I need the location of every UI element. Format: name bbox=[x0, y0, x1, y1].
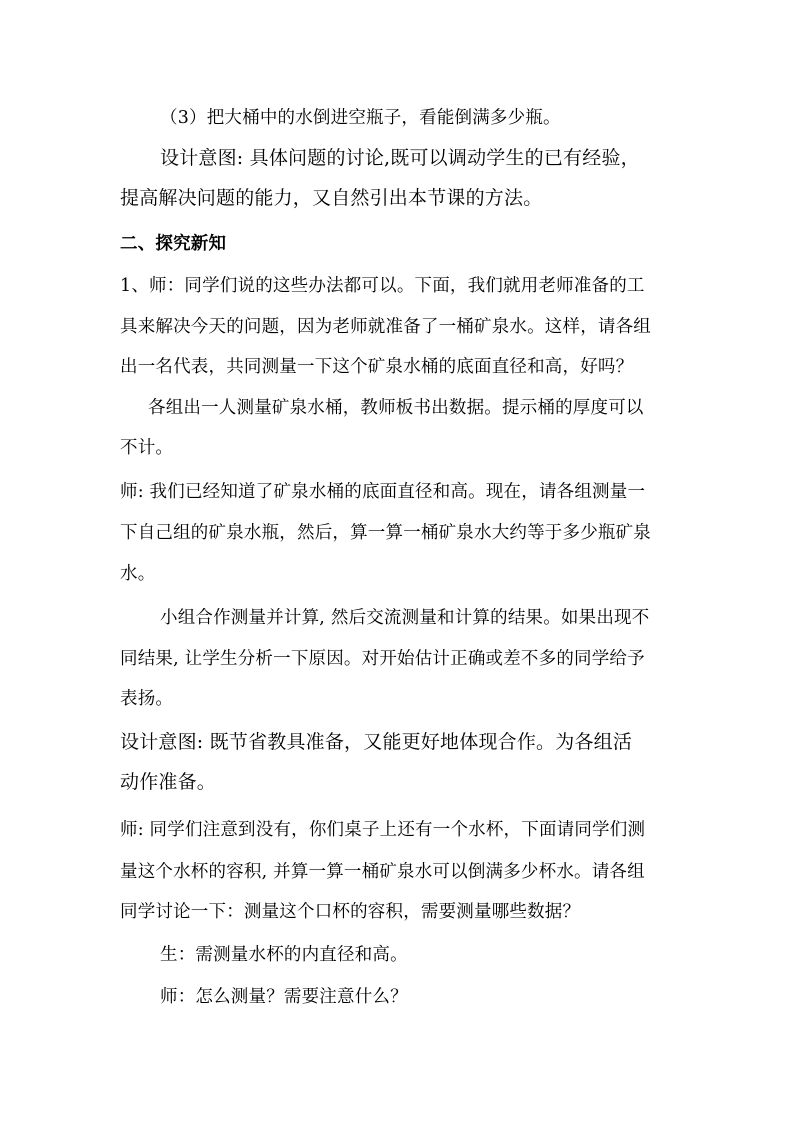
text-line-18: 师: 同学们注意到没有，你们桌子上还有一个水杯，下面请同学们测 bbox=[120, 820, 646, 840]
text-line-11: 下自己组的矿泉水瓶，然后，算一算一桶矿泉水大约等于多少瓶矿泉 bbox=[120, 523, 651, 543]
section-heading: 二、探究新知 bbox=[120, 234, 227, 254]
text-line-17: 动作准备。 bbox=[120, 771, 217, 793]
text-line-19: 量这个水杯的容积, 并算一算一桶矿泉水可以倒满多少杯水。请各组 bbox=[120, 862, 645, 882]
text-line-8: 各组出一人测量矿泉水桶，教师板书出数据。提示桶的厚度可以 bbox=[148, 398, 644, 418]
text-line-12: 水。 bbox=[120, 564, 156, 584]
text-line-7: 出一名代表，共同测量一下这个矿泉水桶的底面直径和高，好吗？ bbox=[120, 357, 634, 377]
text-line-1: （3）把大桶中的水倒进空瓶子，看能倒满多少瓶。 bbox=[160, 108, 561, 128]
text-line-20: 同学讨论一下：测量这个口杯的容积，需要测量哪些数据？ bbox=[120, 902, 581, 922]
text-line-14: 同结果, 让学生分析一下原因。对开始估计正确或差不多的同学给予 bbox=[120, 649, 645, 669]
text-line-15: 表扬。 bbox=[120, 689, 174, 709]
text-line-3: 提高解决问题的能力，又自然引出本节课的方法。 bbox=[120, 187, 543, 209]
text-line-10: 师: 我们已经知道了矿泉水桶的底面直径和高。现在，请各组测量一 bbox=[120, 482, 646, 502]
text-line-22: 师：怎么测量？需要注意什么？ bbox=[160, 987, 408, 1007]
text-line-2: 设计意图: 具体问题的讨论,既可以调动学生的已有经验， bbox=[160, 147, 640, 169]
text-line-9: 不计。 bbox=[120, 438, 174, 458]
text-line-5: 1、师：同学们说的这些办法都可以。下面，我们就用老师准备的工 bbox=[120, 276, 645, 296]
text-line-6: 具来解决今天的问题，因为老师就准备了一桶矿泉水。这样，请各组 bbox=[120, 317, 651, 337]
text-line-13: 小组合作测量并计算, 然后交流测量和计算的结果。如果出现不 bbox=[160, 608, 650, 628]
text-line-21: 生：需测量水杯的内直径和高。 bbox=[160, 945, 408, 965]
text-line-16: 设计意图: 既节省教具准备，又能更好地体现合作。为各组活 bbox=[120, 731, 633, 753]
